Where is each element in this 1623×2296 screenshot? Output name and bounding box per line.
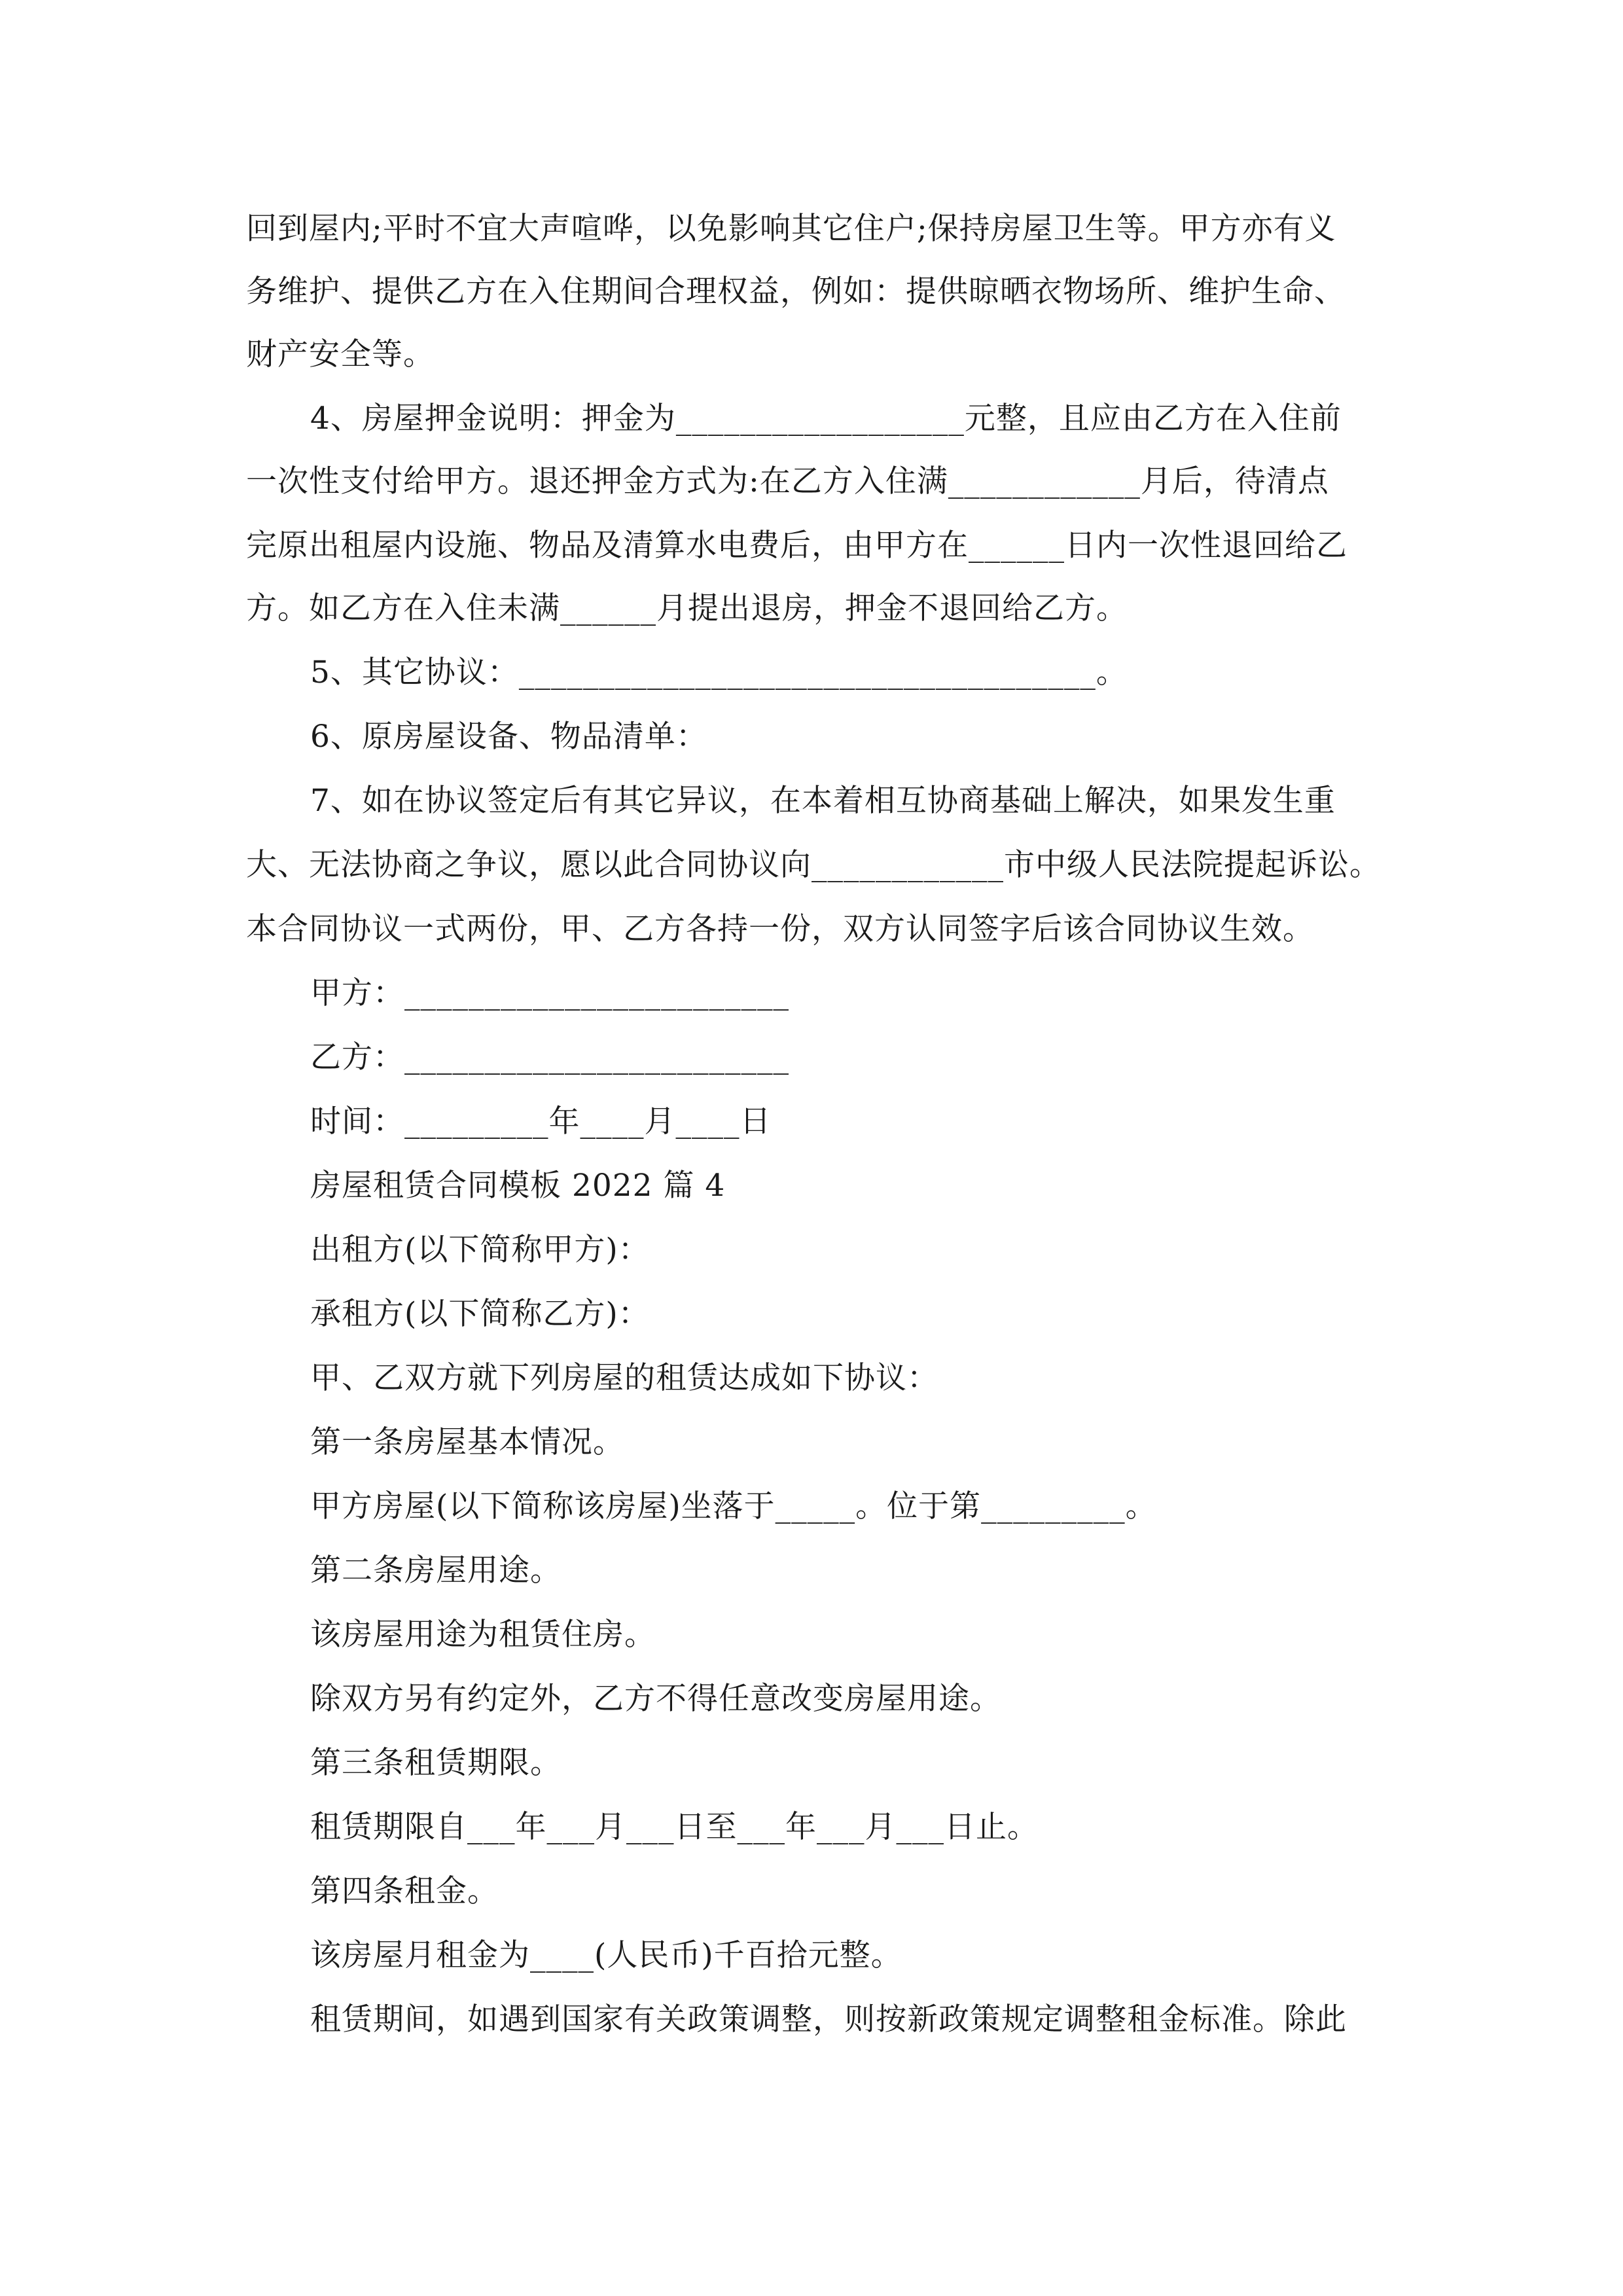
lessor-line: 出租方(以下简称甲方)： [310, 1232, 650, 1268]
clause-5-line: 5、其它协议：____________________________________。 [310, 655, 1128, 691]
clause-4-line: 一次性支付给甲方。退还押金方式为:在乙方入住满____________月后，待清点 [246, 463, 1329, 499]
clause-6-line: 6、原房屋设备、物品清单： [310, 719, 707, 755]
clause-7-line: 大、无法协商之争议，愿以此合同协议向____________市中级人民法院提起诉讼。 [246, 847, 1381, 883]
clause-7-line: 本合同协议一式两份，甲、乙方各持一份，双方认同签字后该合同协议生效。 [246, 911, 1314, 947]
agreement-intro: 甲、乙双方就下列房屋的租赁达成如下协议： [310, 1360, 938, 1396]
paragraph-line: 财产安全等。 [246, 336, 435, 372]
article-text: 租赁期间，如遇到国家有关政策调整，则按新政策规定调整租金标准。除此 [310, 2001, 1347, 2037]
article-heading: 第三条租赁期限。 [310, 1745, 562, 1781]
section-title: 房屋租赁合同模板 2022 篇 4 [310, 1168, 726, 1204]
paragraph-line: 务维护、提供乙方在入住期间合理权益，例如：提供晾晒衣物场所、维护生命、 [246, 274, 1346, 310]
article-heading: 第四条租金。 [310, 1873, 499, 1909]
article-text: 租赁期限自___年___月___日至___年___月___日止。 [310, 1809, 1039, 1845]
clause-4-line: 完原出租屋内设施、物品及清算水电费后，由甲方在______日内一次性退回给乙 [246, 528, 1347, 564]
article-text: 甲方房屋(以下简称该房屋)坐落于_____。位于第_________。 [310, 1488, 1157, 1524]
clause-7-line: 7、如在协议签定后有其它异议，在本着相互协商基础上解决，如果发生重 [310, 783, 1336, 819]
lessee-line: 承租方(以下简称乙方)： [310, 1296, 650, 1332]
article-text: 该房屋月租金为____(人民币)千百拾元整。 [310, 1937, 902, 1973]
clause-4-line: 方。如乙方在入住未满______月提出退房，押金不退回给乙方。 [246, 590, 1128, 626]
party-b-signature-line: 乙方：________________________ [310, 1039, 789, 1075]
party-a-signature-line: 甲方：________________________ [310, 975, 789, 1011]
article-text: 除双方另有约定外，乙方不得任意改变房屋用途。 [310, 1681, 1001, 1717]
clause-4-line: 4、房屋押金说明：押金为__________________元整，且应由乙方在入住前 [310, 401, 1342, 437]
article-heading: 第二条房屋用途。 [310, 1552, 562, 1588]
date-line: 时间：_________年____月____日 [310, 1103, 772, 1139]
article-text: 该房屋用途为租赁住房。 [310, 1617, 656, 1653]
paragraph-line: 回到屋内;平时不宜大声喧哗，以免影响其它住户;保持房屋卫生等。甲方亦有义 [246, 211, 1336, 247]
article-heading: 第一条房屋基本情况。 [310, 1424, 624, 1460]
